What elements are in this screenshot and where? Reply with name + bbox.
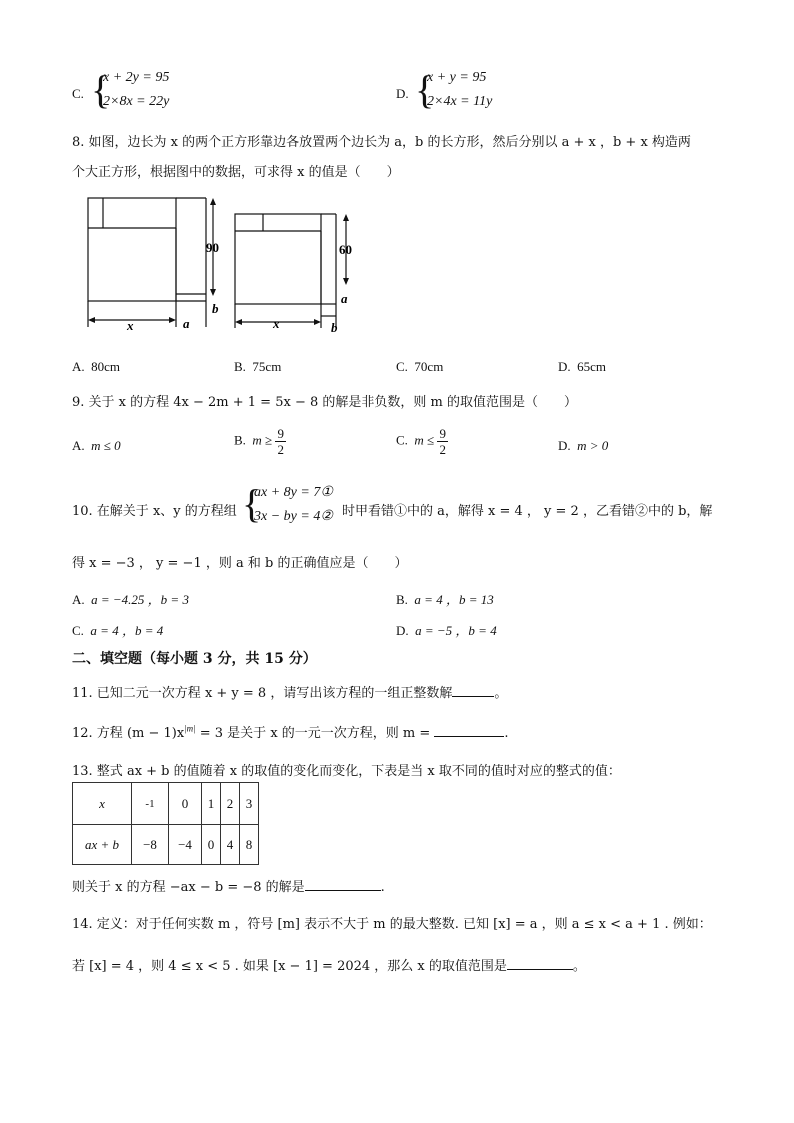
q10-suffix: 时甲看错①中的 a，解得 x = 4 ， y = 2 ，乙看错②中的 b，解 — [342, 504, 713, 519]
q12: 12. 方程 $(m - 1)x^{|m|} = 3$ 是关于 x 的一元一次方程，则 m = . — [72, 723, 509, 741]
q7-option-d-eq1: x + y = 95 — [427, 70, 487, 85]
q8-stem-line2: 个大正方形，根据图中的数据，可求得 x 的值是（ ） — [72, 165, 400, 180]
q11: 11. 已知二元一次方程 x + y = 8 ，请写出该方程的一组正整数解 。 — [72, 686, 508, 701]
q14-line2: 若 [x] = 4 ，则 4 ≤ x < 5 . 如果 [x − 1] = 2024 ，那么 x 的取值范围是 。 — [72, 959, 586, 974]
q10-eq2: 3x − by = 4② — [254, 509, 333, 524]
q8-right-value: 60 — [339, 242, 352, 257]
q13-value-table — [72, 782, 259, 865]
table-cell: 4 — [221, 825, 240, 865]
q7-option-c-eq2: 2×8x = 22y — [103, 94, 170, 109]
q8-stem-line1: 8. 如图，边长为 x 的两个正方形靠边各放置两个边长为 a，b 的长方形，然后分别以 a + x ，b + x 构造两 — [72, 135, 691, 150]
table-cell: ax + b — [73, 825, 132, 865]
q7-option-d-eq2: 2×4x = 11y — [427, 94, 493, 109]
q9-option-a: A. m ≤ 0 — [72, 438, 121, 453]
q10-option-a: A. a = −4.25 ，b = 3 — [72, 592, 189, 607]
q10-brace: { — [242, 481, 262, 526]
q10-option-c: C. a = 4 ，b = 4 — [72, 623, 164, 638]
q7-option-d-brace: { — [415, 67, 435, 112]
table-cell: 0 — [202, 825, 221, 865]
q7-option-d-label: D. — [396, 86, 409, 101]
q14-line1: 14. 定义：对于任何实数 m ，符号 [m] 表示不大于 m 的最大整数. 已知 [x] = a ，则 a ≤ x < a + 1 . 例如： — [72, 917, 712, 932]
q10-option-b: B. a = 4 ，b = 13 — [396, 592, 494, 607]
q8-figure-right — [230, 208, 360, 338]
q10-eq1: ax + 8y = 7① — [254, 485, 333, 500]
table-cell: 3 — [240, 783, 259, 825]
q8-left-value: 90 — [206, 240, 219, 255]
q8-left-a: a — [183, 316, 190, 331]
table-cell: 8 — [240, 825, 259, 865]
table-cell: -1 — [132, 783, 169, 825]
q8-option-b: B. 75cm — [234, 359, 282, 374]
q9-stem: 9. 关于 x 的方程 4x − 2m + 1 = 5x − 8 的解是非负数，则 m 的取值范围是（ ） — [72, 395, 577, 410]
q9-option-b: B. m ≥ $\frac{9}{2}$ — [234, 426, 284, 457]
table-cell: −8 — [132, 825, 169, 865]
table-cell: x — [73, 783, 132, 825]
q7-option-c-label: C. — [72, 86, 84, 101]
q8-option-d: D. 65cm — [558, 359, 607, 374]
q10-option-d: D. a = −5 ，b = 4 — [396, 623, 497, 638]
q8-option-a: A. 80cm — [72, 359, 121, 374]
q9-option-d: D. m > 0 — [558, 438, 609, 453]
q10-prefix: 10. 在解关于 x、y 的方程组 — [72, 504, 237, 519]
q8-right-b: b — [331, 320, 338, 335]
table-cell: 0 — [169, 783, 202, 825]
q8-left-x: x — [127, 318, 134, 333]
table-cell: 2 — [221, 783, 240, 825]
q7-option-c-eq1: x + 2y = 95 — [103, 70, 170, 85]
table-cell: 1 — [202, 783, 221, 825]
section-title: 二、填空题（每小题 3 分，共 15 分） — [72, 651, 317, 667]
q13-after: 则关于 x 的方程 −ax − b = −8 的解是 . — [72, 880, 385, 895]
q7-option-c-brace: { — [91, 67, 111, 112]
q8-right-x: x — [273, 316, 280, 331]
q8-right-a: a — [341, 291, 348, 306]
q8-option-c: C. 70cm — [396, 359, 444, 374]
q13-stem: 13. 整式 ax + b 的值随着 x 的取值的变化而变化，下表是当 x 取不同的值时对应的整式的值： — [72, 764, 621, 779]
q8-left-b: b — [212, 301, 219, 316]
table-cell: −4 — [169, 825, 202, 865]
q9-option-c: C. m ≤ $\frac{9}{2}$ — [396, 426, 446, 457]
q8-figure-left — [82, 192, 232, 337]
q10-line2: 得 x = −3 ， y = −1 ，则 a 和 b 的正确值应是（ ） — [72, 556, 408, 571]
